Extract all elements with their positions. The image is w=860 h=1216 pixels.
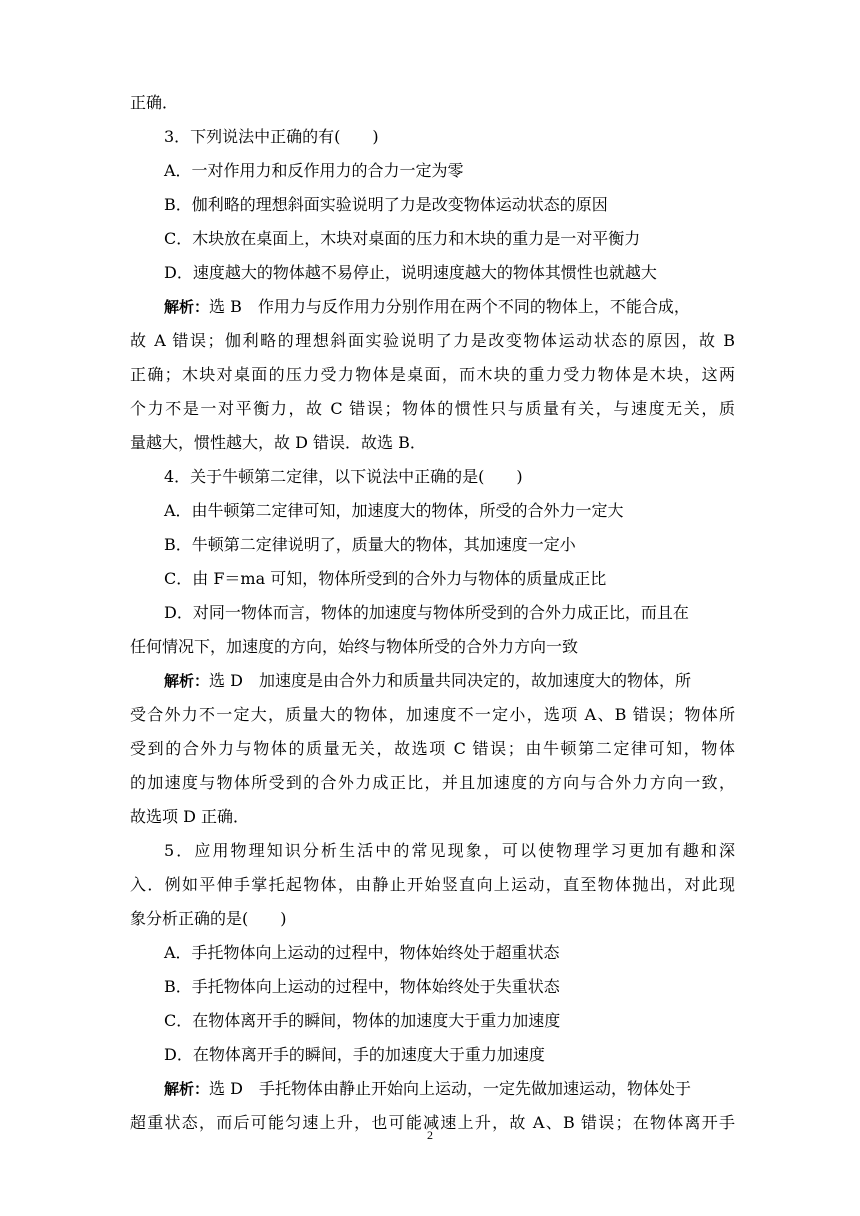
text-line: 象分析正确的是( ) bbox=[130, 909, 287, 928]
text-line: 任何情况下，加速度的方向，始终与物体所受的合外力方向一致 bbox=[130, 637, 579, 656]
text-line: 故 A 错误；伽利略的理想斜面实验说明了力是改变物体运动状态的原因，故 B bbox=[130, 331, 735, 350]
option-c: C．在物体离开手的瞬间，物体的加速度大于重力加速度 bbox=[164, 1011, 561, 1030]
option-b: B．手托物体向上运动的过程中，物体始终处于失重状态 bbox=[164, 977, 560, 996]
question-4: 4．关于牛顿第二定律，以下说法中正确的是( ) bbox=[164, 467, 523, 486]
option-b: B．牛顿第二定律说明了，质量大的物体，其加速度一定小 bbox=[164, 535, 576, 554]
text-line: 正确；木块对桌面的压力受力物体是桌面，而木块的重力受力物体是木块，这两 bbox=[130, 365, 735, 384]
text-line: 受到的合外力与物体的质量无关，故选项 C 错误；由牛顿第二定律可知，物体 bbox=[130, 739, 735, 758]
text-line: 量越大，惯性越大，故 D 错误．故选 B． bbox=[130, 433, 426, 452]
analysis-line bbox=[130, 290, 735, 324]
document-body bbox=[130, 86, 735, 1140]
analysis-label: 解析： bbox=[164, 298, 210, 316]
option-c: C．木块放在桌面上，木块对桌面的压力和木块的重力是一对平衡力 bbox=[164, 229, 641, 248]
option-d: D．在物体离开手的瞬间，手的加速度大于重力加速度 bbox=[164, 1045, 545, 1064]
text-line: 的加速度与物体所受到的合外力成正比，并且加速度的方向与合外力方向一致， bbox=[130, 773, 735, 792]
answer: 选 D bbox=[209, 1079, 243, 1098]
text-line: 入．例如平伸手掌托起物体，由静止开始竖直向上运动，直至物体抛出，对此现 bbox=[130, 875, 735, 894]
analysis-text: 手托物体由静止开始向上运动，一定先做加速运动，物体处于 bbox=[258, 1079, 691, 1098]
analysis-line bbox=[130, 1072, 735, 1106]
option-c: C．由 F＝ma 可知，物体所受到的合外力与物体的质量成正比 bbox=[164, 569, 607, 588]
analysis-text: 加速度是由合外力和质量共同决定的，故加速度大的物体，所 bbox=[258, 671, 691, 690]
answer: 选 D bbox=[209, 671, 243, 690]
option-d: D．对同一物体而言，物体的加速度与物体所受到的合外力成正比，而且在 bbox=[164, 603, 689, 622]
analysis-label: 解析： bbox=[164, 672, 210, 690]
analysis-text: 作用力与反作用力分别作用在两个不同的物体上，不能合成， bbox=[257, 297, 690, 316]
text-line: 受合外力不一定大，质量大的物体，加速度不一定小，选项 A、B 错误；物体所 bbox=[130, 705, 735, 724]
page-number: 2 bbox=[427, 1128, 433, 1142]
option-a: A．手托物体向上运动的过程中，物体始终处于超重状态 bbox=[164, 943, 560, 962]
option-d: D．速度越大的物体越不易停止，说明速度越大的物体其惯性也就越大 bbox=[164, 263, 657, 282]
text-line: 正确． bbox=[130, 93, 179, 112]
analysis-line bbox=[130, 664, 735, 698]
analysis-label: 解析： bbox=[164, 1080, 210, 1098]
answer: 选 B bbox=[209, 297, 242, 316]
text-line: 超重状态，而后可能匀速上升，也可能减速上升，故 A、B 错误；在物体离开手 bbox=[130, 1113, 735, 1132]
option-a: A．一对作用力和反作用力的合力一定为零 bbox=[164, 161, 464, 180]
question-3: 3．下列说法中正确的有( ) bbox=[164, 127, 379, 146]
option-b: B．伽利略的理想斜面实验说明了力是改变物体运动状态的原因 bbox=[164, 195, 608, 214]
question-5: 5．应用物理知识分析生活中的常见现象，可以使物理学习更加有趣和深 bbox=[164, 841, 735, 860]
option-a: A．由牛顿第二定律可知，加速度大的物体，所受的合外力一定大 bbox=[164, 501, 624, 520]
text-line: 个力不是一对平衡力，故 C 错误；物体的惯性只与质量有关，与速度无关，质 bbox=[130, 399, 735, 418]
text-line: 故选项 D 正确． bbox=[130, 807, 250, 826]
